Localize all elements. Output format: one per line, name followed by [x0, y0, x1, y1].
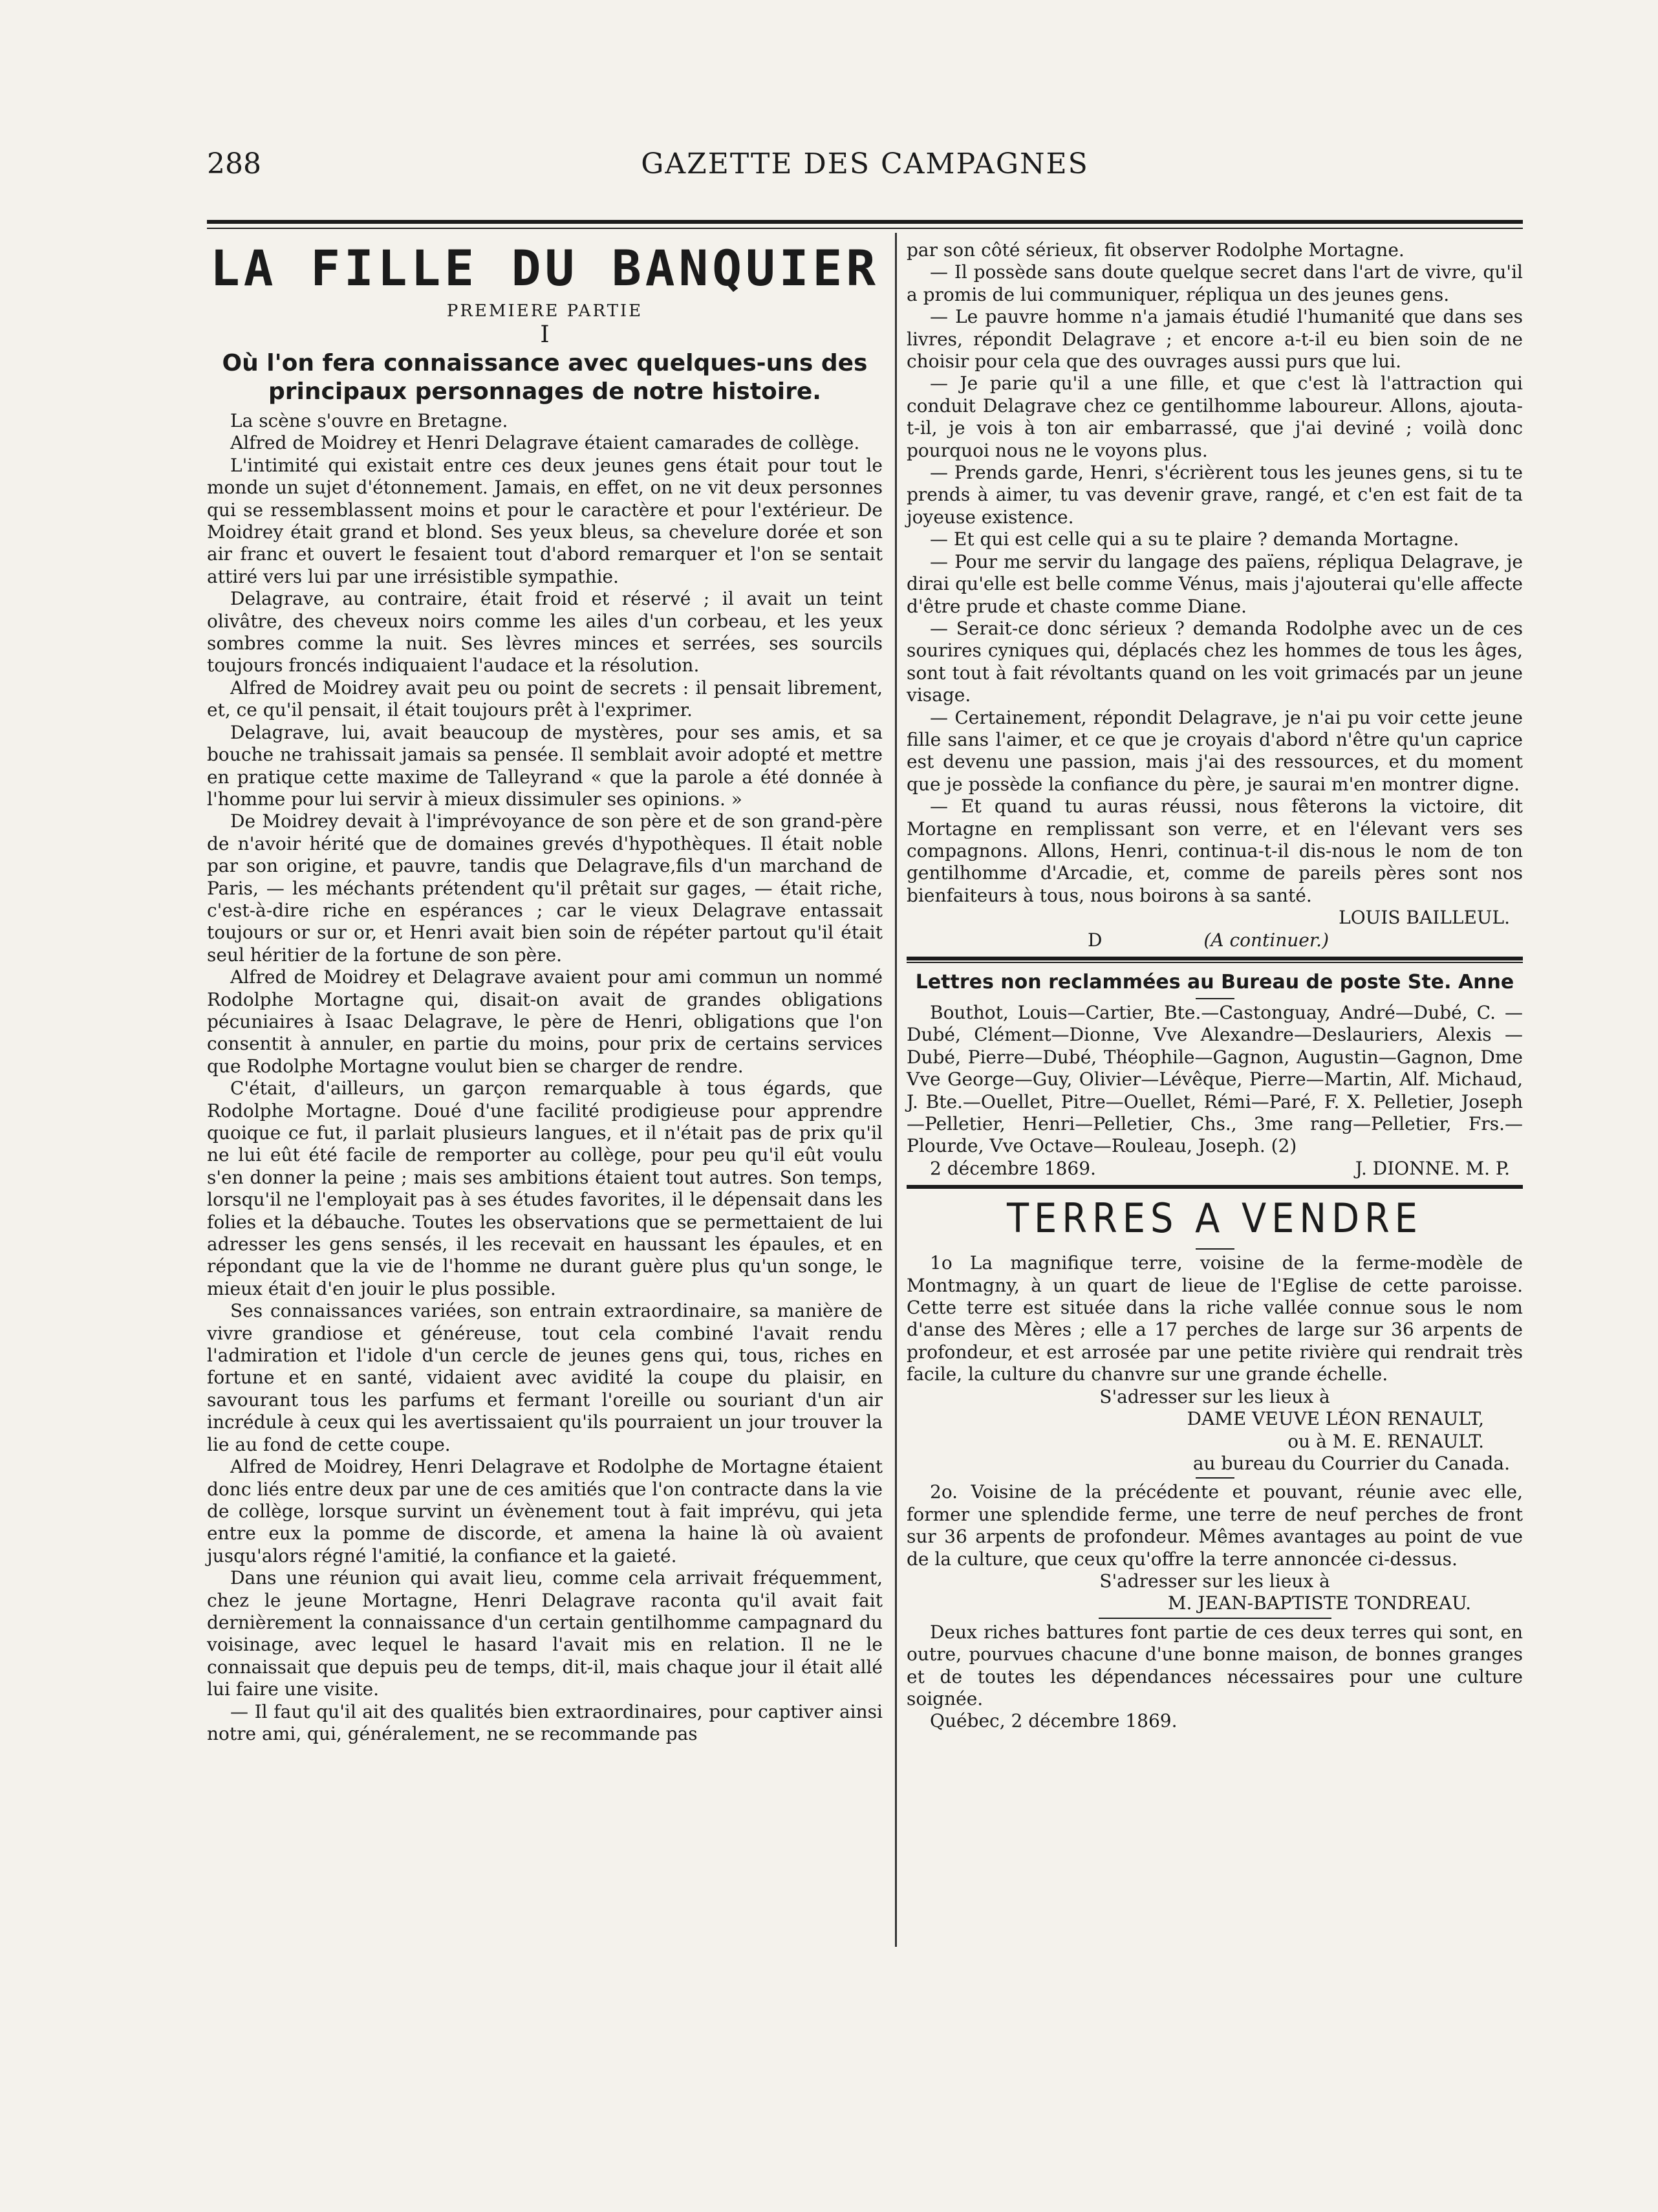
letters-list: Bouthot, Louis—Cartier, Bte.—Castonguay, André—Dubé, C. —Dubé, Clément—Dionne, Vve Alexandre—Deslauriers, Alexis —Dubé, Pierre—Dubé, Théophile—Gagnon, Augustin—Gagnon, Dme Vve George—Guy, Olivier—Lévêque, Pierre—Martin, Alf. Michaud, J. Bte.—Ouellet, Pitre—Ouellet, Rémi—Paré, F. X. Pelletier, Joseph—Pelletier, Henri—Pelletier, Chs., 3me rang—Pelletier, Frs.—Plourde, Vve Octave—Rouleau, Joseph. (2)	[907, 1002, 1523, 1157]
right-column	[907, 239, 1523, 1733]
short-rule	[1099, 1618, 1331, 1619]
terres-closing-date: Québec, 2 décembre 1869.	[930, 1710, 1178, 1732]
column-divider	[895, 233, 897, 1947]
story-paragraph: L'intimité qui existait entre ces deux jeunes gens était pour tout le monde un sujet d'étonnement. Jamais, en effet, on ne vit deux personnes qui se ressemblassent moins et pour le caractère et pour l'extérieur. De Moidrey était grand et blond. Ses yeux bleus, sa chevelure dorée et son air franc et ouvert le fesaient tout d'abord remarquer et l'on se sentait attiré vers lui par une irrésistible sympathie.	[207, 454, 883, 587]
story-paragraph: — Le pauvre homme n'a jamais étudié l'humanité que dans ses livres, répondit Delagrave ; et encore a-t-il eu bien soin de ne choisir pour cela que des ouvrages aussi purs que lui.	[907, 306, 1523, 373]
terres-title: TERRES A VENDRE	[1006, 1195, 1423, 1242]
chapter-number: I	[540, 321, 550, 348]
story-paragraph: Alfred de Moidrey et Delagrave avaient pour ami commun un nommé Rodolphe Mortagne qui, disait-on avait de grandes obligations pécuniaires à Isaac Delagrave, le père de Henri, obligations que l'on consentit à annuler, en partie du moins, pour prix de certains services que Rodolphe Mortagne voulut bien se charger de rendre.	[207, 966, 883, 1077]
story-paragraph: Delagrave, lui, avait beaucoup de mystères, pour ses amis, et sa bouche ne trahissait jamais sa pensée. Il semblait avoir adopté et mettre en pratique cette maxime de Talleyrand « que la parole a été donnée à l'homme pour lui servir à mieux dissimuler ses opinions. »	[207, 721, 883, 810]
address-1-line-1: DAME VEUVE LÉON RENAULT,	[1187, 1408, 1484, 1430]
story-paragraph: C'était, d'ailleurs, un garçon remarquable à tous égards, que Rodolphe Mortagne. Doué d'une facilité prodigieuse pour apprendre quoique ce fut, il parlait plusieurs langues, et il n'était pas de prix qu'il ne lui eût été facile de remporter au collège, pour peu qu'il eût voulu s'en donner la peine ; mais ses ambitions étaient tout autres. Son temps, lorsqu'il ne l'employait pas à ses études favorites, il le dépensait dans les folies et la débauche. Toutes les observations que se permettaient de lui adresser les gens sensés, il les recevait en haussant les épaules, et en répondant que la vie de l'homme ne durant guère plus qu'un songe, le mieux était d'en jouir le plus possible.	[207, 1078, 883, 1299]
section-rule-thick	[907, 957, 1523, 960]
terres-item-2: 2o. Voisine de la précédente et pouvant, réunie avec elle, former une splendide ferme, une terre de neuf perches de front sur 36 arpents de profondeur. Mêmes avantages au point de vue de la culture, que ceux qu'offre la terre annoncée ci-dessus.	[907, 1481, 1523, 1570]
header-rule-thick	[207, 220, 1523, 224]
story-title: LA FILLE DU BANQUIER	[210, 239, 880, 297]
story-paragraph: Delagrave, au contraire, était froid et réservé ; il avait un teint olivâtre, des cheveux noirs comme les ailes d'un corbeau, et les yeux sombres comme la nuit. Ses lèvres minces et serrées, ses sourcils toujours froncés indiquaient l'audace et la résolution.	[207, 588, 883, 677]
continued-row	[907, 929, 1523, 951]
story-paragraph: Dans une réunion qui avait lieu, comme cela arrivait fréquemment, chez le jeune Mortagne, Henri Delagrave raconta qu'il avait fait dernièrement la connaissance d'un certain gentilhomme campagnard du voisinage, avec lequel le hasard l'avait mis en relation. Il ne le connaissait que depuis peu de temps, dit-il, mais chaque jour il était allé lui faire une visite.	[207, 1567, 883, 1700]
story-paragraph: — Certainement, répondit Delagrave, je n'ai pu voir cette jeune fille sans l'aimer, et ce que je croyais d'abord n'être qu'un caprice est devenu une passion, mais j'ai des ressources, et du moment que je possède la confiance du père, je saurai m'en montrer digne.	[907, 706, 1523, 795]
story-signature: LOUIS BAILLEUL.	[1339, 907, 1510, 929]
running-title: GAZETTE DES CAMPAGNES	[641, 147, 1089, 180]
header-rule-thin	[207, 228, 1523, 229]
section-rule-thick	[907, 1185, 1523, 1189]
story-part: PREMIERE PARTIE	[446, 301, 643, 321]
story-paragraph: — Il faut qu'il ait des qualités bien extraordinaires, pour captiver ainsi notre ami, qui, généralement, ne se recommande pas	[207, 1700, 883, 1744]
short-rule	[1196, 998, 1234, 999]
page-header	[207, 147, 1523, 186]
story-paragraph: Alfred de Moidrey, Henri Delagrave et Rodolphe de Mortagne étaient donc liés entre deux par une de ces amitiés que l'on contracte dans la vie de collège, lorsque survint un évènement tout à fait imprévu, qui jeta entre eux la pomme de discorde, et amena la haine là où avaient jusqu'alors régné l'amitié, la confiance et la gaieté.	[207, 1456, 883, 1567]
continued-note: (A continuer.)	[1203, 929, 1329, 951]
story-paragraph: — Pour me servir du langage des païens, répliqua Delagrave, je dirai qu'elle est belle comme Vénus, mais j'ajouterai qu'elle affecte d'être prude et chaste comme Diane.	[907, 550, 1523, 617]
story-paragraph: Alfred de Moidrey et Henri Delagrave étaient camarades de collège.	[230, 432, 860, 454]
story-paragraph: — Et qui est celle qui a su te plaire ? demanda Mortagne.	[930, 528, 1459, 550]
story-paragraph: — Il possède sans doute quelque secret dans l'art de vivre, qu'il a promis de lui communiquer, répliqua un des jeunes gens.	[907, 261, 1523, 305]
address-intro-2: S'adresser sur les lieux à	[1099, 1570, 1330, 1592]
section-rule-thin	[907, 962, 1523, 963]
address-1-line-2: ou à M. E. RENAULT.	[1287, 1430, 1484, 1452]
address-intro-1: S'adresser sur les lieux à	[1099, 1385, 1330, 1407]
chapter-title: Où l'on fera connaissance avec quelques-uns des principaux personnages de notre histoire.	[222, 350, 868, 405]
letters-signed: J. DIONNE. M. P.	[1355, 1157, 1510, 1179]
story-paragraph: La scène s'ouvre en Bretagne.	[230, 410, 508, 431]
story-paragraph: — Et quand tu auras réussi, nous fêterons la victoire, dit Mortagne en remplissant son verre, et en l'élevant vers ses compagnons. Allons, Henri, continua-t-il dis-nous le nom de ton gentilhomme d'Arcadie, et, comme de pareils pères sont nos bienfaiteurs à tous, nous boirons à sa santé.	[907, 796, 1523, 906]
letters-title: Lettres non reclammées au Bureau de poste Ste. Anne	[915, 971, 1514, 993]
printer-mark: D	[1088, 929, 1103, 951]
story-paragraph: Ses connaissances variées, son entrain extraordinaire, sa manière de vivre grandiose et généreuse, tout cela combiné l'avait rendu l'admiration et l'idole d'un cercle de jeunes gens qui, tous, riches en fortune et en santé, vidaient avec avidité la coupe du plaisir, en savourant tous les parfums et fermant l'oreille ou souriant d'un air incrédule à ceux qui les avertissaient qu'ils pourraient un jour trouver la lie au fond de cette coupe.	[207, 1300, 883, 1455]
story-paragraph: — Je parie qu'il a une fille, et que c'est là l'attraction qui conduit Delagrave chez ce gentilhomme laboureur. Allons, ajouta-t-il, je vois à ton air embarrassé, que j'ai deviné ; voilà donc pourquoi nous ne le voyons plus.	[907, 373, 1523, 461]
story-paragraph: De Moidrey devait à l'imprévoyance de son père et de son grand-père de n'avoir hérité que de domaines grevés d'hypothèques. Il était noble par son origine, et pauvre, tandis que Delagrave,fils d'un marchand de Paris, — les méchants prétendent qu'il prêtait sur gages, — était riche, c'est-à-dire riche en espérances ; car le vieux Delagrave entassait toujours or sur or, et Henri avait bien soin de répéter partout qu'il était seul héritier de la fortune de son père.	[207, 810, 883, 966]
story-paragraph: Alfred de Moidrey avait peu ou point de secrets : il pensait librement, et, ce qu'il pensait, il était toujours prêt à l'exprimer.	[207, 677, 883, 721]
terres-closing: Deux riches battures font partie de ces deux terres qui sont, en outre, pourvues chacune d'une bonne maison, de bonnes granges et de toutes les dépendances nécessaires pour une culture soignée.	[907, 1621, 1523, 1709]
address-2: M. JEAN-BAPTISTE TONDREAU.	[1167, 1592, 1471, 1614]
story-paragraph: par son côté sérieux, fit observer Rodolphe Mortagne.	[907, 239, 1405, 261]
address-1-line-3: au bureau du Courrier du Canada.	[1192, 1452, 1510, 1474]
letters-date: 2 décembre 1869.	[930, 1157, 1096, 1179]
short-rule	[1196, 1248, 1234, 1250]
letters-footer	[907, 1158, 1523, 1180]
left-column	[207, 239, 883, 1745]
story-paragraph: — Serait-ce donc sérieux ? demanda Rodolphe avec un de ces sourires cyniques qui, déplacés chez les hommes de tous les âges, sont tout à fait révoltants quand on les voit grimacés par un jeune visage.	[907, 617, 1523, 706]
short-rule	[1196, 1477, 1234, 1479]
story-paragraph: — Prends garde, Henri, s'écrièrent tous les jeunes gens, si tu te prends à aimer, tu vas devenir grave, rangé, et c'en est fait de ta joyeuse existence.	[907, 462, 1523, 528]
terres-item-1: 1o La magnifique terre, voisine de la ferme-modèle de Montmagny, à un quart de lieue de l'Eglise de cette paroisse. Cette terre est située dans la riche vallée connue sous le nom d'anse des Mères ; elle a 17 perches de large sur 36 arpents de profondeur, et est arrosée par une petite rivière qui rendrait très facile, la culture du chanvre sur une grande échelle.	[907, 1252, 1523, 1385]
page-number: 288	[207, 147, 261, 180]
